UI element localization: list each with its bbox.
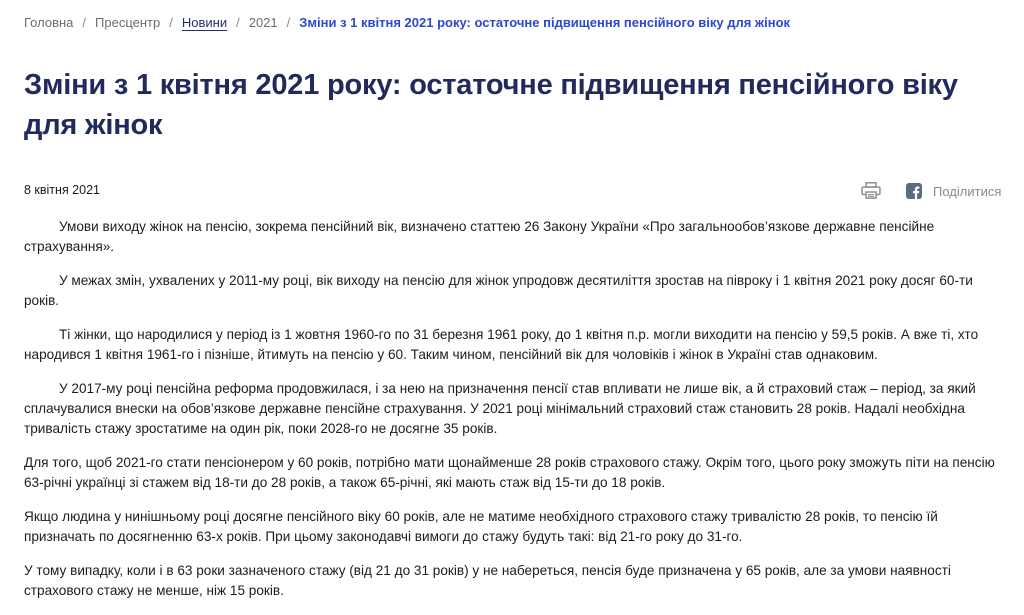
- facebook-icon: [906, 183, 922, 199]
- breadcrumb-home[interactable]: Головна: [24, 15, 74, 30]
- breadcrumb-year[interactable]: 2021: [248, 15, 278, 30]
- article-paragraph: Ті жінки, що народилися у період із 1 жовтня 1960-го по 31 березня 1961 року, до 1 квітня п.р. могли виходити на пенсію у 59,5 років. А вже ті, хто народився 1 квітня 1961-го і пізніше, йтимуть на пенсію у 60. Таким чином, пенсійний вік для чоловіків і жінок в Україні став однаковим.: [24, 327, 979, 362]
- article-paragraph: Умови виходу жінок на пенсію, зокрема пенсійний вік, визначено статтею 26 Закону України «Про загальнообов’язкове державне пенсійне страхування».: [24, 219, 935, 254]
- printer-icon[interactable]: [861, 182, 881, 199]
- share-button[interactable]: [906, 182, 1001, 200]
- article-paragraph: Якщо людина у нинішньому році досягне пенсійного віку 60 років, але не матиме необхідного страхового стажу тривалістю 28 років, то пенсію їй призначать по досягненню 63-х років. При цьому законодавчі вимоги до стажу будуть такі: від 21-го року до 31-го.: [24, 509, 938, 544]
- article-paragraph: У межах змін, ухвалених у 2011-му році, вік виходу на пенсію для жінок упродовж десятиліття зростав на півроку і 1 квітня 2021 року досяг 60-ти років.: [24, 273, 973, 308]
- breadcrumb-current: Зміни з 1 квітня 2021 року: остаточне підвищення пенсійного віку для жінок: [299, 15, 791, 30]
- publish-date: 8 квітня 2021: [24, 183, 100, 197]
- breadcrumb-separator: /: [236, 15, 240, 30]
- article-body: [24, 217, 1004, 615]
- breadcrumb-separator: /: [286, 15, 291, 30]
- breadcrumb-separator: /: [82, 15, 87, 30]
- article-paragraph: Для того, щоб 2021-го стати пенсіонером у 60 років, потрібно мати щонайменше 28 років страхового стажу. Окрім того, цього року зможуть піти на пенсію 63-річні українці зі стажем від 18-ти до 28 років, а також 65-річні, які мають стаж від 15-ти до 18 років.: [24, 455, 995, 490]
- breadcrumb-news[interactable]: Новини: [181, 15, 228, 30]
- breadcrumb: [24, 15, 790, 30]
- share-label: Поділитися: [933, 183, 1002, 199]
- page-title: Зміни з 1 квітня 2021 року: остаточне підвищення пенсійного віку для жінок: [24, 69, 958, 141]
- article-paragraph: У 2017-му році пенсійна реформа продовжилася, і за нею на призначення пенсії став впливати не лише вік, а й страховий стаж – період, за який сплачувалися внески на обов’язкове державне пенсійне страхування. У 2021 році мінімальний страховий стаж становить 28 років. Надалі необхідна тривалість стажу зростатиме на один рік, поки 2028-го не досягне 35 років.: [24, 381, 976, 436]
- article-paragraph: У тому випадку, коли і в 63 роки зазначеного стажу (від 21 до 31 років) у не набереться, пенсія буде призначена у 65 років, але за умови наявності страхового стажу не менше, ніж 15 років.: [24, 563, 951, 598]
- breadcrumb-separator: /: [169, 15, 173, 30]
- breadcrumb-press-center[interactable]: Пресцентр: [95, 15, 161, 30]
